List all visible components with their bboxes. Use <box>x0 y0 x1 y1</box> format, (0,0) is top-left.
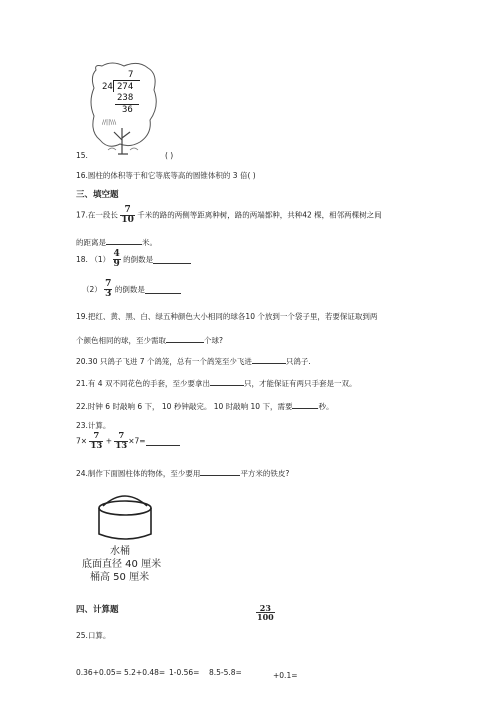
division-dividend: 274 <box>117 82 134 92</box>
q18-number: 18. <box>76 255 88 264</box>
q18-part2-label: （2） <box>82 285 102 294</box>
q22-prefix: 22.时钟 6 时敲响 6 下， 10 秒钟敲完。 10 时敲响 10 下，需要 <box>76 402 293 411</box>
q22-answer-blank[interactable] <box>292 400 318 409</box>
q16-text: 16.圆柱的体积等于和它等底等高的圆锥体积的 3 倍( ) <box>76 171 256 180</box>
q18-part2 <box>82 280 181 299</box>
q22-line <box>76 400 333 412</box>
q20-line <box>76 355 311 367</box>
loose-frac-den: 100 <box>257 612 274 622</box>
q23-fraction-a <box>89 432 103 450</box>
q20-prefix: 20.30 只鸽子飞进 7 个鸽笼，总有一个鸽笼至少飞进 <box>76 357 252 366</box>
q23-op: + <box>105 436 112 446</box>
q23-b-den: 13 <box>115 440 128 451</box>
bucket-drawing <box>76 492 174 542</box>
q17-line2 <box>76 236 157 248</box>
q24-line <box>76 467 289 479</box>
q17-frac-num: 7 <box>124 205 131 215</box>
q18-part2-den: 3 <box>105 289 112 299</box>
bucket-image <box>76 492 174 588</box>
section-fill-blank-title: 三、填空题 <box>76 190 119 200</box>
division-product: 238 <box>117 93 134 103</box>
q25-item-2: 5.2+0.48= <box>124 668 166 677</box>
q19-answer-blank[interactable] <box>166 334 204 343</box>
q18-part1-suffix: 的倒数是 <box>123 255 154 264</box>
q23-expression <box>76 432 180 450</box>
q18-part2-fraction <box>104 280 112 299</box>
q25-item-3: 1-0.56= <box>169 668 200 677</box>
q17-line2-text: 的距离是 <box>76 238 106 247</box>
division-divisor: 24 <box>102 82 113 92</box>
q24-suffix: 平方米的铁皮? <box>240 469 290 478</box>
q17-frac-den: 10 <box>121 215 134 225</box>
q24-answer-blank[interactable] <box>200 467 240 476</box>
q23-a-den: 13 <box>90 440 103 451</box>
q23-expr-start: 7× <box>76 436 88 446</box>
q17-suffix: 千米的路的两侧等距离种树，路的两端都种，共种42 棵，相邻两棵树之间 <box>137 210 382 220</box>
q24-prefix: 24.制作下面圆柱体的物体，至少要用 <box>76 469 201 478</box>
q25-item-4: 8.5-5.8= <box>209 668 242 677</box>
q23-expr-mid: ×7= <box>128 436 146 446</box>
q18-part1-label: （1） <box>90 255 111 264</box>
q21-suffix: 只，才能保证有两只手套是一双。 <box>243 379 357 388</box>
q17-line1 <box>76 206 382 225</box>
bucket-height: 桶高 50 厘米 <box>90 572 150 583</box>
q18-part2-num: 7 <box>105 279 112 289</box>
q18-part2-suffix: 的倒数是 <box>114 285 145 294</box>
bucket-label: 水桶 <box>110 546 130 557</box>
q21-line <box>76 377 356 389</box>
q23-b-num: 7 <box>118 431 125 441</box>
q23-a-num: 7 <box>93 431 100 441</box>
q23-title: 23.计算。 <box>76 421 111 430</box>
q25-title: 25.口算。 <box>76 631 111 640</box>
q17-answer-blank[interactable] <box>106 236 142 245</box>
q20-answer-blank[interactable] <box>252 355 286 364</box>
q15-answer-paren: ( ) <box>165 151 174 160</box>
q18-part1-den: 9 <box>113 259 120 269</box>
q20-suffix: 只鸽子. <box>285 357 311 366</box>
q23-answer-blank[interactable] <box>146 437 180 446</box>
loose-fraction-value <box>256 604 275 621</box>
svg-text://||\\\: //||\\\ <box>102 119 117 126</box>
q18-part1-fraction <box>113 250 121 269</box>
q19-line2 <box>76 334 223 346</box>
q18-part1 <box>76 250 191 269</box>
loose-fraction <box>256 604 275 621</box>
q18-part1-blank[interactable] <box>153 255 191 264</box>
q21-prefix: 21.有 4 双不同花色的手套，至少要拿出 <box>76 379 210 388</box>
section-calculation-title: 四、计算题 <box>76 605 119 615</box>
q23-fraction-b <box>114 432 128 450</box>
q19-line2-suffix: 个球? <box>204 336 223 345</box>
q17-fraction <box>120 206 135 225</box>
q21-answer-blank[interactable] <box>210 377 244 386</box>
q15-number: 15. <box>76 151 88 160</box>
q25-item-5: +0.1= <box>273 671 298 680</box>
q18-part2-blank[interactable] <box>145 285 181 294</box>
q18-part1-num: 4 <box>113 249 120 259</box>
q25-item-1: 0.36+0.05= <box>76 668 122 677</box>
division-quotient: 7 <box>128 70 134 80</box>
q17-unit: 米。 <box>142 238 157 247</box>
q19-line1: 19.把红、黄、黑、白、绿五种颜色大小相同的球各10 个放到一个袋子里，若要保证取到两 <box>76 312 378 321</box>
q22-suffix: 秒。 <box>318 402 334 411</box>
loose-frac-num: 23 <box>259 603 271 613</box>
division-remainder: 36 <box>122 105 133 115</box>
q19-line2-prefix: 个颜色相同的球，至少需取 <box>76 336 166 345</box>
bucket-diameter: 底面直径 40 厘米 <box>82 559 162 570</box>
q17-prefix: 17.在一段长 <box>76 210 118 220</box>
